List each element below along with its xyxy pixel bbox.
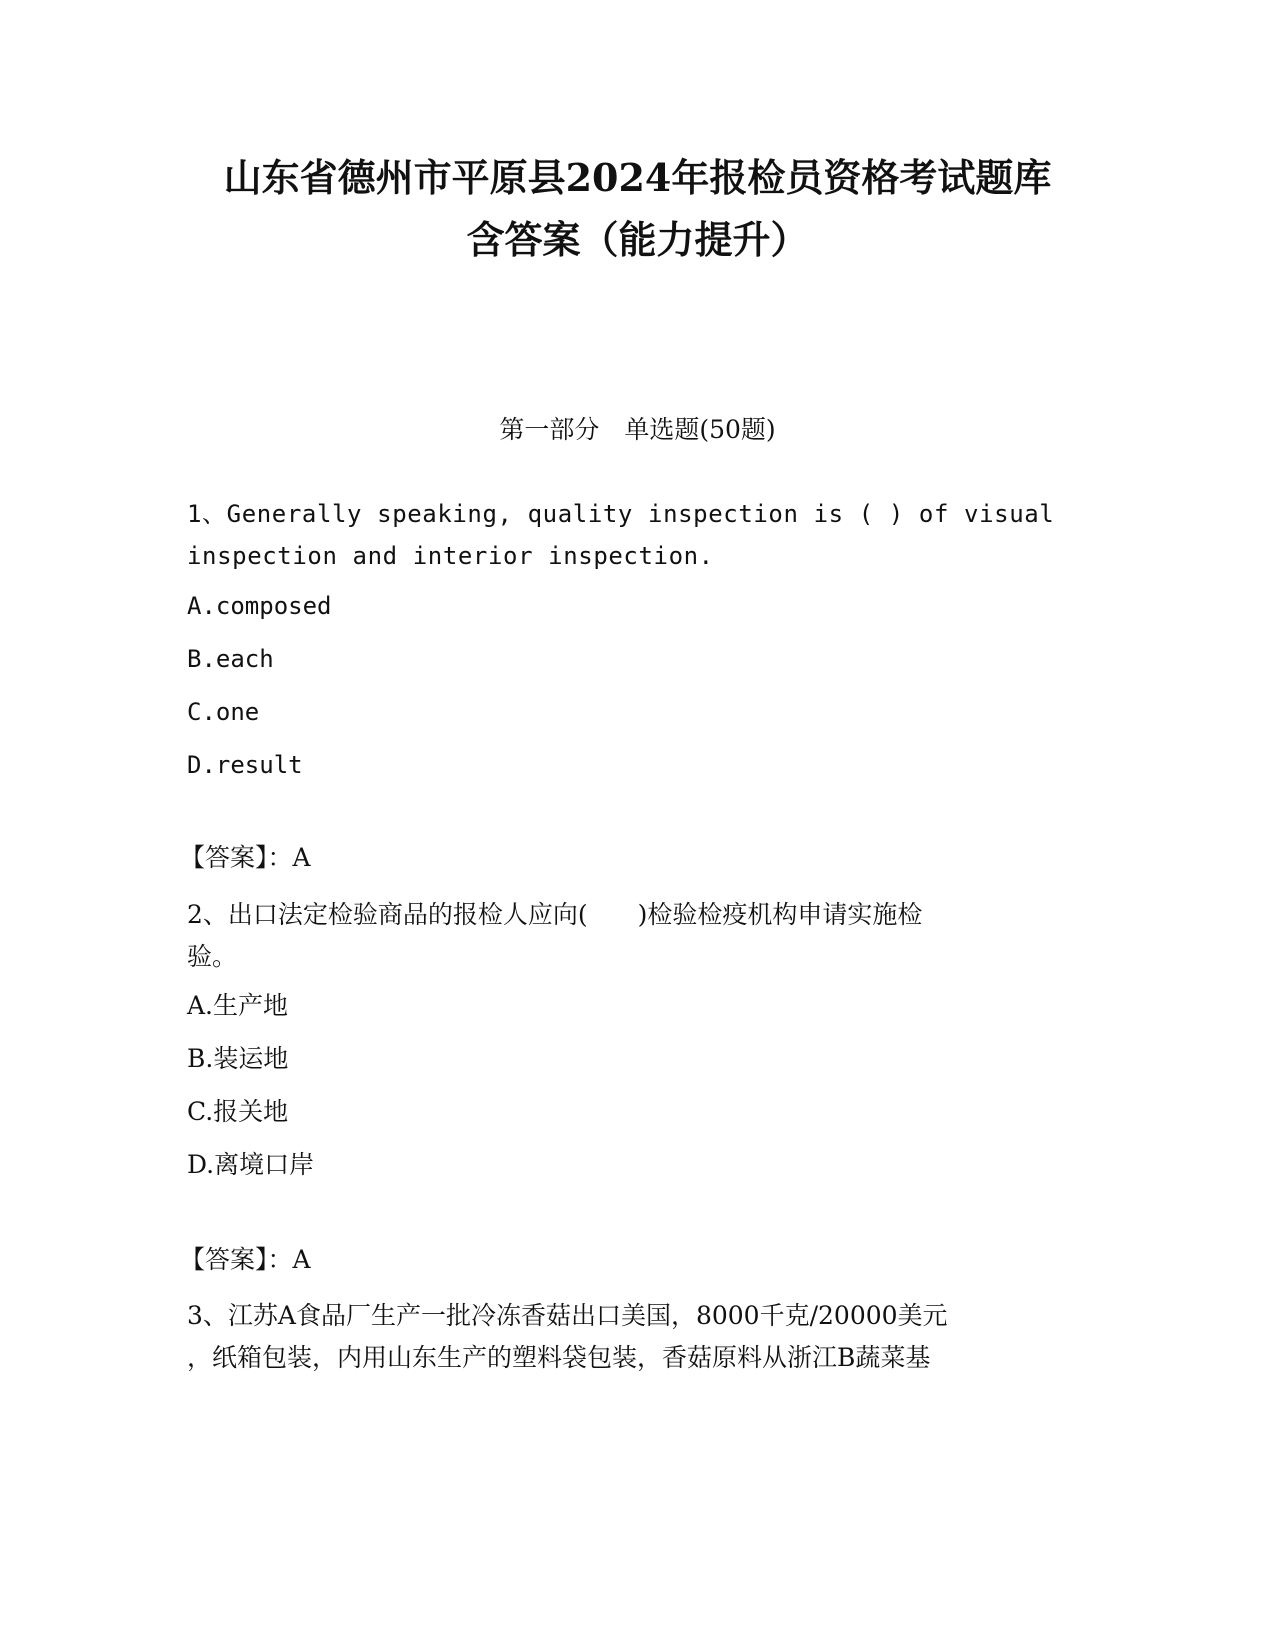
question-3-stem-line-1: 3、江苏A食品厂生产一批冷冻香菇出口美国，8000千克/20000美元 [187,1301,948,1330]
question-1-option-c: C.one [187,698,260,726]
question-2-option-c: C.报关地 [187,1097,289,1126]
question-2-answer: 【答案】：A [180,1245,311,1274]
document-title-line-2: 含答案（能力提升） [466,217,809,262]
question-2-option-a: A.生产地 [187,991,289,1020]
question-1-option-d: D.result [187,751,303,779]
question-1-stem-line-1: 1、Generally speaking, quality inspection is ( ) of visual [187,500,1055,528]
question-2-stem-line-2: 验。 [187,942,238,971]
question-1-option-b: B.each [187,645,274,673]
question-2-option-b: B.装运地 [187,1044,289,1073]
question-1-answer: 【答案】：A [180,843,311,872]
question-2-stem-line-1: 2、出口法定检验商品的报检人应向( )检验检疫机构申请实施检 [187,900,923,929]
question-1-option-a: A.composed [187,592,332,620]
question-2-option-d: D.离境口岸 [187,1150,315,1179]
section-heading: 第一部分 单选题(50题) [499,415,776,444]
document-title-line-1: 山东省德州市平原县2024年报检员资格考试题库 [223,155,1052,200]
question-1-stem-line-2: inspection and interior inspection. [187,542,714,570]
question-3-stem-line-2: ，纸箱包装，内用山东生产的塑料袋包装，香菇原料从浙江B蔬菜基 [187,1343,931,1372]
